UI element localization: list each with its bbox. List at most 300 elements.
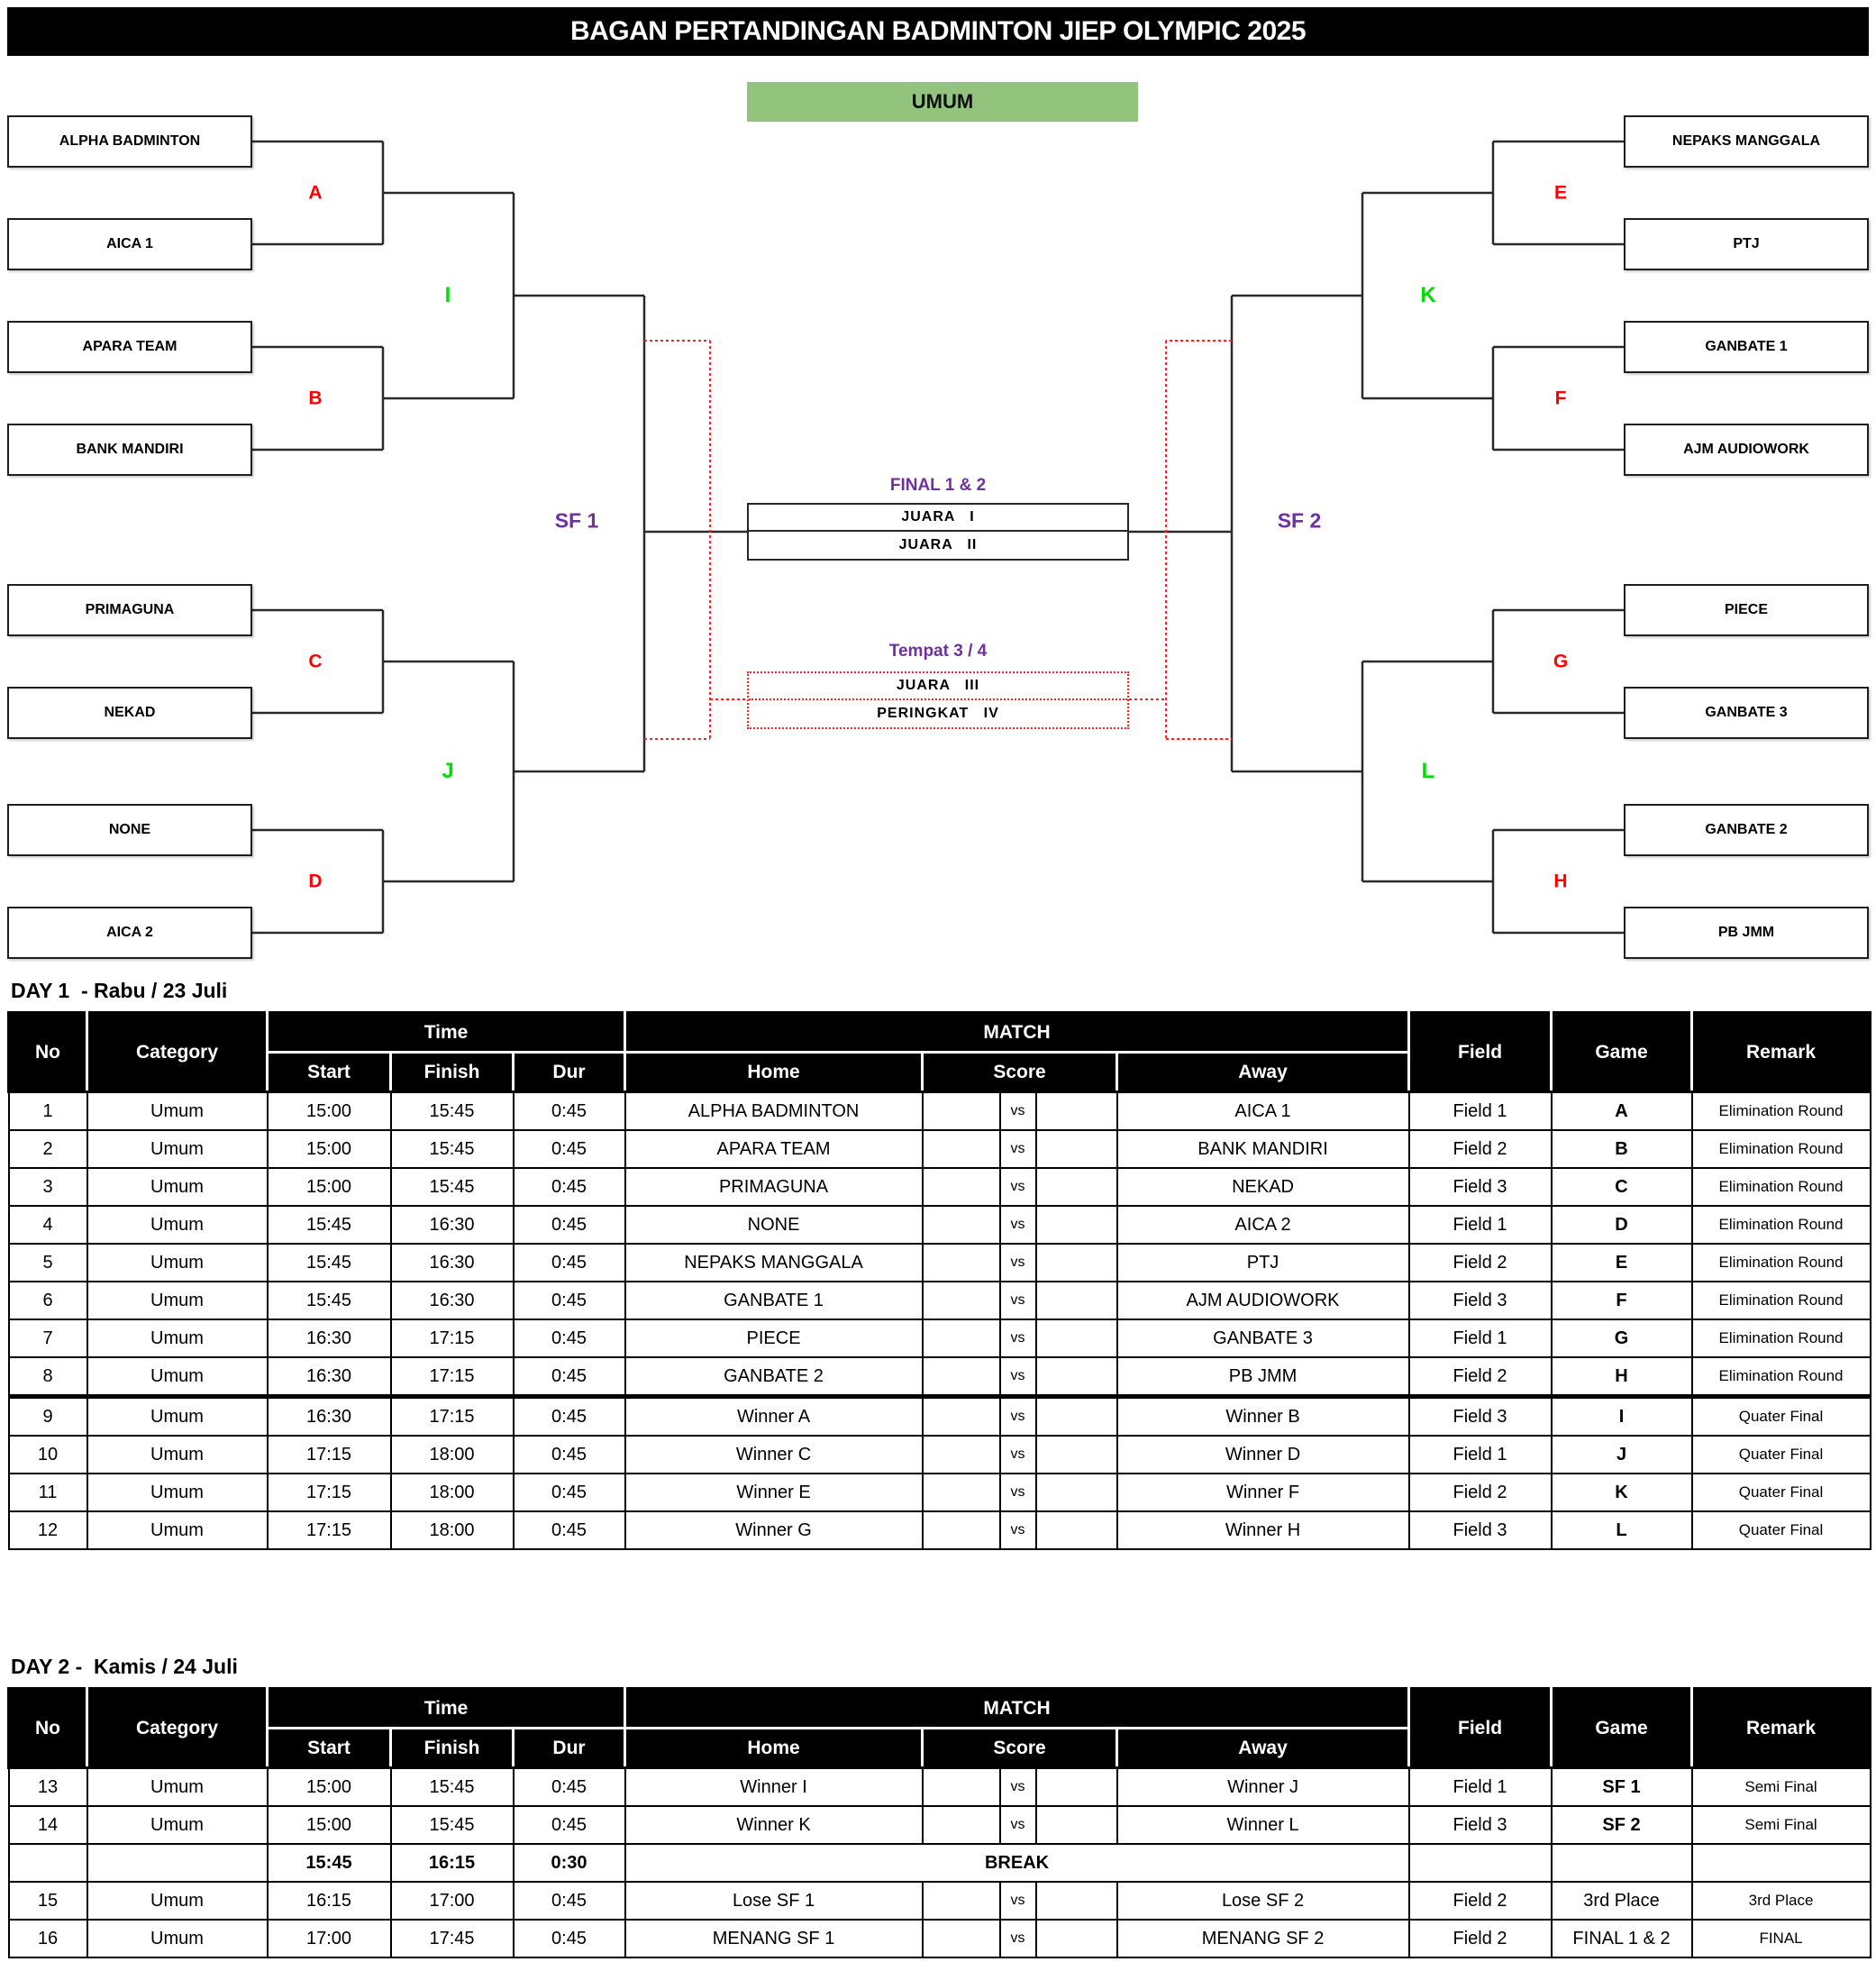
cell-finish: 18:00 bbox=[391, 1436, 514, 1474]
cell-remark: Quater Final bbox=[1692, 1511, 1871, 1549]
cell-no: 6 bbox=[9, 1282, 87, 1319]
cell-field: Field 3 bbox=[1409, 1511, 1552, 1549]
score-home-cell bbox=[923, 1806, 1000, 1844]
col-category: Category bbox=[87, 1689, 268, 1768]
cell-no: 16 bbox=[9, 1920, 87, 1957]
cell-field: Field 2 bbox=[1409, 1882, 1552, 1920]
cell-game: SF 1 bbox=[1552, 1768, 1692, 1807]
cell-game: G bbox=[1552, 1319, 1692, 1357]
cell-away: GANBATE 3 bbox=[1117, 1319, 1409, 1357]
game-letter: C bbox=[308, 651, 323, 672]
cell-finish: 17:45 bbox=[391, 1920, 514, 1957]
page-title: BAGAN PERTANDINGAN BADMINTON JIEP OLYMPIC 2025 bbox=[7, 7, 1869, 56]
match-row bbox=[9, 1357, 1871, 1397]
final-label: FINAL 1 & 2 bbox=[889, 476, 987, 495]
cell-category: Umum bbox=[87, 1436, 268, 1474]
cell-dur: 0:45 bbox=[514, 1319, 625, 1357]
cell-start: 15:45 bbox=[268, 1282, 391, 1319]
cell-no: 10 bbox=[9, 1436, 87, 1474]
bracket-team-box: GANBATE 2 bbox=[1624, 804, 1869, 856]
score-away-cell bbox=[1036, 1168, 1117, 1206]
cell-away: Winner L bbox=[1117, 1806, 1409, 1844]
match-row bbox=[9, 1397, 1871, 1437]
cell-dur: 0:45 bbox=[514, 1206, 625, 1244]
match-row bbox=[9, 1474, 1871, 1511]
cell-start: 17:15 bbox=[268, 1474, 391, 1511]
bracket-team-box: NEKAD bbox=[7, 687, 252, 739]
cell-field: Field 2 bbox=[1409, 1920, 1552, 1957]
quarterfinal-letter: I bbox=[444, 283, 451, 307]
score-away-cell bbox=[1036, 1244, 1117, 1282]
score-home-cell bbox=[923, 1092, 1000, 1131]
score-home-cell bbox=[923, 1206, 1000, 1244]
cell-category: Umum bbox=[87, 1319, 268, 1357]
cell-remark: FINAL bbox=[1692, 1920, 1871, 1957]
score-home-cell bbox=[923, 1920, 1000, 1957]
score-away-cell bbox=[1036, 1768, 1117, 1807]
day1-title: DAY 1 - Rabu / 23 Juli bbox=[11, 979, 228, 1002]
cell-start: 15:45 bbox=[268, 1206, 391, 1244]
col-score: Score bbox=[923, 1053, 1117, 1092]
cell-home: Lose SF 1 bbox=[625, 1882, 923, 1920]
col-remark: Remark bbox=[1692, 1013, 1871, 1092]
cell-category: Umum bbox=[87, 1130, 268, 1168]
cell-remark: Elimination Round bbox=[1692, 1092, 1871, 1131]
cell-field: Field 1 bbox=[1409, 1436, 1552, 1474]
cell-away: PTJ bbox=[1117, 1244, 1409, 1282]
cell-game: H bbox=[1552, 1357, 1692, 1397]
cell-category: Umum bbox=[87, 1920, 268, 1957]
category-banner: UMUM bbox=[747, 82, 1138, 122]
cell-home: GANBATE 2 bbox=[625, 1357, 923, 1397]
match-row bbox=[9, 1511, 1871, 1549]
cell-game: K bbox=[1552, 1474, 1692, 1511]
col-dur: Dur bbox=[514, 1729, 625, 1768]
cell-start: 17:15 bbox=[268, 1436, 391, 1474]
game-letter: F bbox=[1554, 388, 1567, 409]
vs-label: vs bbox=[1000, 1357, 1036, 1397]
cell-start: 15:00 bbox=[268, 1130, 391, 1168]
col-game: Game bbox=[1552, 1013, 1692, 1092]
score-home-cell bbox=[923, 1168, 1000, 1206]
cell-category: Umum bbox=[87, 1244, 268, 1282]
day2-schedule-table bbox=[7, 1687, 1871, 1958]
cell-finish: 18:00 bbox=[391, 1511, 514, 1549]
score-home-cell bbox=[923, 1397, 1000, 1437]
bracket-team-box: PB JMM bbox=[1624, 907, 1869, 959]
col-game: Game bbox=[1552, 1689, 1692, 1768]
table-header bbox=[9, 1689, 1871, 1768]
quarterfinal-letter: J bbox=[442, 759, 454, 783]
cell-remark: Elimination Round bbox=[1692, 1244, 1871, 1282]
match-row bbox=[9, 1436, 1871, 1474]
runner-up-slot: JUARA II bbox=[898, 537, 978, 552]
col-field: Field bbox=[1409, 1689, 1552, 1768]
score-away-cell bbox=[1036, 1920, 1117, 1957]
vs-label: vs bbox=[1000, 1511, 1036, 1549]
vs-label: vs bbox=[1000, 1282, 1036, 1319]
cell-category: Umum bbox=[87, 1768, 268, 1807]
col-match: MATCH bbox=[625, 1013, 1409, 1053]
cell-home: NONE bbox=[625, 1206, 923, 1244]
cell-start: 15:00 bbox=[268, 1168, 391, 1206]
bracket-team-box: AJM AUDIOWORK bbox=[1624, 424, 1869, 476]
cell-start: 16:15 bbox=[268, 1882, 391, 1920]
game-letter: A bbox=[308, 182, 323, 204]
cell-remark: Elimination Round bbox=[1692, 1282, 1871, 1319]
match-row bbox=[9, 1768, 1871, 1807]
cell-home: MENANG SF 1 bbox=[625, 1920, 923, 1957]
cell-no: 11 bbox=[9, 1474, 87, 1511]
bracket-team-box: PIECE bbox=[1624, 584, 1869, 636]
game-letter: E bbox=[1553, 182, 1568, 204]
cell-start: 15:00 bbox=[268, 1768, 391, 1807]
cell-dur: 0:45 bbox=[514, 1282, 625, 1319]
match-row bbox=[9, 1920, 1871, 1957]
cell-no: 8 bbox=[9, 1357, 87, 1397]
bracket-team-box: AICA 1 bbox=[7, 218, 252, 270]
semifinal-label: SF 1 bbox=[554, 508, 599, 533]
cell-finish: 16:30 bbox=[391, 1282, 514, 1319]
vs-label: vs bbox=[1000, 1206, 1036, 1244]
score-away-cell bbox=[1036, 1882, 1117, 1920]
cell-category bbox=[87, 1844, 268, 1882]
bracket-team-box: AICA 2 bbox=[7, 907, 252, 959]
match-row bbox=[9, 1092, 1871, 1131]
cell-game bbox=[1552, 1844, 1692, 1882]
col-away: Away bbox=[1117, 1053, 1409, 1092]
cell-no: 5 bbox=[9, 1244, 87, 1282]
cell-field: Field 3 bbox=[1409, 1282, 1552, 1319]
bracket-team-box: BANK MANDIRI bbox=[7, 424, 252, 476]
cell-remark bbox=[1692, 1844, 1871, 1882]
cell-away: Winner B bbox=[1117, 1397, 1409, 1437]
col-time: Time bbox=[268, 1013, 625, 1053]
cell-away: AICA 1 bbox=[1117, 1092, 1409, 1131]
cell-no: 3 bbox=[9, 1168, 87, 1206]
cell-remark: Elimination Round bbox=[1692, 1130, 1871, 1168]
cell-home: Winner I bbox=[625, 1768, 923, 1807]
cell-field: Field 2 bbox=[1409, 1474, 1552, 1511]
cell-dur: 0:45 bbox=[514, 1436, 625, 1474]
bracket-team-box: NONE bbox=[7, 804, 252, 856]
semifinal-label: SF 2 bbox=[1277, 508, 1322, 533]
cell-finish: 16:15 bbox=[391, 1844, 514, 1882]
cell-home: PRIMAGUNA bbox=[625, 1168, 923, 1206]
cell-remark: Semi Final bbox=[1692, 1806, 1871, 1844]
cell-home: Winner C bbox=[625, 1436, 923, 1474]
cell-category: Umum bbox=[87, 1397, 268, 1437]
cell-game: L bbox=[1552, 1511, 1692, 1549]
third-slot: JUARA III bbox=[749, 673, 1127, 700]
bracket-team-box: PRIMAGUNA bbox=[7, 584, 252, 636]
cell-no: 1 bbox=[9, 1092, 87, 1131]
match-row bbox=[9, 1319, 1871, 1357]
match-row bbox=[9, 1130, 1871, 1168]
cell-field: Field 3 bbox=[1409, 1168, 1552, 1206]
vs-label: vs bbox=[1000, 1768, 1036, 1807]
col-match: MATCH bbox=[625, 1689, 1409, 1729]
cell-start: 16:30 bbox=[268, 1319, 391, 1357]
cell-dur: 0:45 bbox=[514, 1130, 625, 1168]
cell-away: Winner D bbox=[1117, 1436, 1409, 1474]
cell-field: Field 2 bbox=[1409, 1357, 1552, 1397]
break-row bbox=[9, 1844, 1871, 1882]
score-home-cell bbox=[923, 1882, 1000, 1920]
cell-category: Umum bbox=[87, 1474, 268, 1511]
cell-category: Umum bbox=[87, 1806, 268, 1844]
cell-away: PB JMM bbox=[1117, 1357, 1409, 1397]
cell-finish: 15:45 bbox=[391, 1768, 514, 1807]
cell-field: Field 1 bbox=[1409, 1768, 1552, 1807]
cell-home: ALPHA BADMINTON bbox=[625, 1092, 923, 1131]
cell-no: 14 bbox=[9, 1806, 87, 1844]
quarterfinal-letter: K bbox=[1420, 283, 1436, 307]
cell-remark: Quater Final bbox=[1692, 1436, 1871, 1474]
col-field: Field bbox=[1409, 1013, 1552, 1092]
cell-game: F bbox=[1552, 1282, 1692, 1319]
cell-finish: 15:45 bbox=[391, 1168, 514, 1206]
cell-field: Field 2 bbox=[1409, 1244, 1552, 1282]
quarterfinal-letter: L bbox=[1421, 759, 1435, 783]
score-away-cell bbox=[1036, 1474, 1117, 1511]
score-home-cell bbox=[923, 1319, 1000, 1357]
cell-finish: 17:15 bbox=[391, 1397, 514, 1437]
cell-remark: Elimination Round bbox=[1692, 1168, 1871, 1206]
game-letter: H bbox=[1553, 871, 1568, 892]
cell-no: 2 bbox=[9, 1130, 87, 1168]
score-away-cell bbox=[1036, 1357, 1117, 1397]
cell-game: SF 2 bbox=[1552, 1806, 1692, 1844]
score-home-cell bbox=[923, 1282, 1000, 1319]
break-label: BREAK bbox=[625, 1844, 1409, 1882]
cell-category: Umum bbox=[87, 1882, 268, 1920]
cell-field: Field 3 bbox=[1409, 1397, 1552, 1437]
score-away-cell bbox=[1036, 1282, 1117, 1319]
bracket-team-box: ALPHA BADMINTON bbox=[7, 115, 252, 168]
table-header bbox=[9, 1013, 1871, 1092]
cell-dur: 0:45 bbox=[514, 1768, 625, 1807]
cell-start: 16:30 bbox=[268, 1397, 391, 1437]
cell-away: MENANG SF 2 bbox=[1117, 1920, 1409, 1957]
cell-dur: 0:45 bbox=[514, 1882, 625, 1920]
score-home-cell bbox=[923, 1130, 1000, 1168]
cell-game: A bbox=[1552, 1092, 1692, 1131]
score-away-cell bbox=[1036, 1511, 1117, 1549]
cell-no: 7 bbox=[9, 1319, 87, 1357]
cell-home: GANBATE 1 bbox=[625, 1282, 923, 1319]
fourth-slot: PERINGKAT IV bbox=[877, 706, 999, 721]
score-away-cell bbox=[1036, 1130, 1117, 1168]
game-letter: B bbox=[308, 388, 323, 409]
col-start: Start bbox=[268, 1053, 391, 1092]
cell-away: Winner F bbox=[1117, 1474, 1409, 1511]
cell-field: Field 1 bbox=[1409, 1206, 1552, 1244]
col-away: Away bbox=[1117, 1729, 1409, 1768]
cell-no: 12 bbox=[9, 1511, 87, 1549]
cell-field: Field 3 bbox=[1409, 1806, 1552, 1844]
cell-start: 17:15 bbox=[268, 1511, 391, 1549]
cell-game: E bbox=[1552, 1244, 1692, 1282]
game-letter: G bbox=[1553, 651, 1569, 672]
cell-game: FINAL 1 & 2 bbox=[1552, 1920, 1692, 1957]
final-result-box bbox=[747, 503, 1129, 561]
cell-away: AICA 2 bbox=[1117, 1206, 1409, 1244]
vs-label: vs bbox=[1000, 1920, 1036, 1957]
cell-game: D bbox=[1552, 1206, 1692, 1244]
champion-slot: JUARA I bbox=[749, 505, 1127, 532]
col-start: Start bbox=[268, 1729, 391, 1768]
vs-label: vs bbox=[1000, 1474, 1036, 1511]
score-home-cell bbox=[923, 1768, 1000, 1807]
vs-label: vs bbox=[1000, 1168, 1036, 1206]
cell-category: Umum bbox=[87, 1168, 268, 1206]
cell-field bbox=[1409, 1844, 1552, 1882]
cell-home: Winner E bbox=[625, 1474, 923, 1511]
bracket-team-box: GANBATE 3 bbox=[1624, 687, 1869, 739]
day2-title: DAY 2 - Kamis / 24 Juli bbox=[11, 1655, 238, 1678]
bracket-team-box: APARA TEAM bbox=[7, 321, 252, 373]
cell-no: 15 bbox=[9, 1882, 87, 1920]
match-row bbox=[9, 1206, 1871, 1244]
cell-field: Field 1 bbox=[1409, 1092, 1552, 1131]
cell-start: 15:00 bbox=[268, 1806, 391, 1844]
cell-dur: 0:45 bbox=[514, 1397, 625, 1437]
cell-home: Winner G bbox=[625, 1511, 923, 1549]
cell-game: 3rd Place bbox=[1552, 1882, 1692, 1920]
third-place-box bbox=[747, 671, 1129, 729]
vs-label: vs bbox=[1000, 1436, 1036, 1474]
score-home-cell bbox=[923, 1244, 1000, 1282]
cell-finish: 17:15 bbox=[391, 1357, 514, 1397]
cell-dur: 0:45 bbox=[514, 1092, 625, 1131]
col-finish: Finish bbox=[391, 1729, 514, 1768]
cell-start: 16:30 bbox=[268, 1357, 391, 1397]
cell-no: 9 bbox=[9, 1397, 87, 1437]
cell-remark: Quater Final bbox=[1692, 1474, 1871, 1511]
cell-game: C bbox=[1552, 1168, 1692, 1206]
col-time: Time bbox=[268, 1689, 625, 1729]
score-home-cell bbox=[923, 1436, 1000, 1474]
cell-away: NEKAD bbox=[1117, 1168, 1409, 1206]
col-score: Score bbox=[923, 1729, 1117, 1768]
cell-start: 15:00 bbox=[268, 1092, 391, 1131]
cell-start: 15:45 bbox=[268, 1844, 391, 1882]
match-row bbox=[9, 1282, 1871, 1319]
score-home-cell bbox=[923, 1474, 1000, 1511]
match-row bbox=[9, 1168, 1871, 1206]
score-away-cell bbox=[1036, 1092, 1117, 1131]
col-dur: Dur bbox=[514, 1053, 625, 1092]
vs-label: vs bbox=[1000, 1130, 1036, 1168]
cell-category: Umum bbox=[87, 1092, 268, 1131]
cell-category: Umum bbox=[87, 1206, 268, 1244]
score-away-cell bbox=[1036, 1397, 1117, 1437]
bracket-team-box: NEPAKS MANGGALA bbox=[1624, 115, 1869, 168]
cell-away: BANK MANDIRI bbox=[1117, 1130, 1409, 1168]
cell-dur: 0:45 bbox=[514, 1474, 625, 1511]
vs-label: vs bbox=[1000, 1319, 1036, 1357]
cell-remark: Elimination Round bbox=[1692, 1357, 1871, 1397]
vs-label: vs bbox=[1000, 1397, 1036, 1437]
col-no: No bbox=[9, 1689, 87, 1768]
bracket-team-box: GANBATE 1 bbox=[1624, 321, 1869, 373]
match-row bbox=[9, 1244, 1871, 1282]
cell-home: Winner K bbox=[625, 1806, 923, 1844]
score-away-cell bbox=[1036, 1436, 1117, 1474]
cell-finish: 16:30 bbox=[391, 1244, 514, 1282]
cell-remark: Elimination Round bbox=[1692, 1319, 1871, 1357]
score-away-cell bbox=[1036, 1319, 1117, 1357]
score-away-cell bbox=[1036, 1806, 1117, 1844]
cell-field: Field 1 bbox=[1409, 1319, 1552, 1357]
cell-dur: 0:45 bbox=[514, 1168, 625, 1206]
cell-dur: 0:45 bbox=[514, 1244, 625, 1282]
cell-home: Winner A bbox=[625, 1397, 923, 1437]
cell-start: 17:00 bbox=[268, 1920, 391, 1957]
cell-finish: 15:45 bbox=[391, 1092, 514, 1131]
cell-finish: 15:45 bbox=[391, 1806, 514, 1844]
cell-home: NEPAKS MANGGALA bbox=[625, 1244, 923, 1282]
cell-finish: 15:45 bbox=[391, 1130, 514, 1168]
cell-finish: 16:30 bbox=[391, 1206, 514, 1244]
col-finish: Finish bbox=[391, 1053, 514, 1092]
score-home-cell bbox=[923, 1511, 1000, 1549]
day1-schedule-table bbox=[7, 1011, 1871, 1550]
cell-away: Lose SF 2 bbox=[1117, 1882, 1409, 1920]
col-no: No bbox=[9, 1013, 87, 1092]
cell-remark: Elimination Round bbox=[1692, 1206, 1871, 1244]
cell-remark: Semi Final bbox=[1692, 1768, 1871, 1807]
cell-finish: 18:00 bbox=[391, 1474, 514, 1511]
cell-home: PIECE bbox=[625, 1319, 923, 1357]
cell-home: APARA TEAM bbox=[625, 1130, 923, 1168]
vs-label: vs bbox=[1000, 1092, 1036, 1131]
cell-start: 15:45 bbox=[268, 1244, 391, 1282]
game-letter: D bbox=[308, 871, 323, 892]
cell-dur: 0:45 bbox=[514, 1511, 625, 1549]
score-home-cell bbox=[923, 1357, 1000, 1397]
cell-no bbox=[9, 1844, 87, 1882]
cell-field: Field 2 bbox=[1409, 1130, 1552, 1168]
col-category: Category bbox=[87, 1013, 268, 1092]
vs-label: vs bbox=[1000, 1882, 1036, 1920]
col-home: Home bbox=[625, 1053, 923, 1092]
cell-away: AJM AUDIOWORK bbox=[1117, 1282, 1409, 1319]
cell-dur: 0:45 bbox=[514, 1357, 625, 1397]
col-home: Home bbox=[625, 1729, 923, 1768]
cell-dur: 0:30 bbox=[514, 1844, 625, 1882]
vs-label: vs bbox=[1000, 1244, 1036, 1282]
cell-game: B bbox=[1552, 1130, 1692, 1168]
vs-label: vs bbox=[1000, 1806, 1036, 1844]
cell-game: J bbox=[1552, 1436, 1692, 1474]
cell-game: I bbox=[1552, 1397, 1692, 1437]
cell-finish: 17:00 bbox=[391, 1882, 514, 1920]
cell-no: 4 bbox=[9, 1206, 87, 1244]
cell-category: Umum bbox=[87, 1357, 268, 1397]
cell-remark: 3rd Place bbox=[1692, 1882, 1871, 1920]
match-row bbox=[9, 1806, 1871, 1844]
cell-no: 13 bbox=[9, 1768, 87, 1807]
cell-remark: Quater Final bbox=[1692, 1397, 1871, 1437]
col-remark: Remark bbox=[1692, 1689, 1871, 1768]
match-row bbox=[9, 1882, 1871, 1920]
cell-category: Umum bbox=[87, 1511, 268, 1549]
third-place-label: Tempat 3 / 4 bbox=[888, 642, 988, 661]
cell-away: Winner J bbox=[1117, 1768, 1409, 1807]
cell-finish: 17:15 bbox=[391, 1319, 514, 1357]
